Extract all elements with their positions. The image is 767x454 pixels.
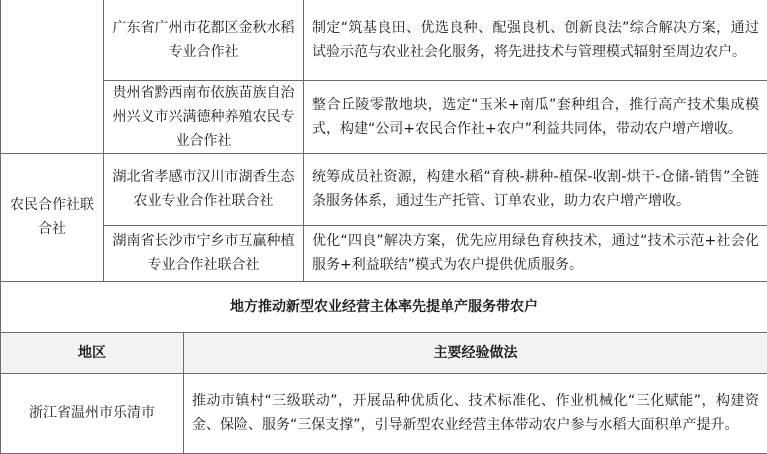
- org-practice: 整合丘陵零散地块，选定“玉米+南瓜”套种组合，推行高产技术集成模式，构建“公司+农民合作社+农户”利益共同体，带动农户增产增收。: [304, 80, 767, 153]
- org-name: 湖北省孝感市汉川市湖香生态农业专业合作社联合社: [104, 153, 304, 225]
- section-title: 地方推动新型农业经营主体率先提单产服务带农户: [1, 281, 767, 332]
- org-practice: 统筹成员社资源，构建水稻“育秧-耕种-植保-收割-烘干-仓储-销售”全链条服务体系，通过生产托管、订单农业，助力农户增产增收。: [304, 153, 767, 225]
- org-name: 贵州省黔西南布依族苗族自治州兴义市兴满德种养殖农民专业合作社: [104, 80, 304, 153]
- table-row: [1, 0, 767, 80]
- org-practice: 制定“筑基良田、优选良种、配强良机、创新良法”综合解决方案，通过试验示范与农业社会化服务，将先进技术与管理模式辐射至周边农户。: [304, 0, 767, 80]
- org-name: 广东省广州市花都区金秋水稻专业合作社: [104, 0, 304, 80]
- table-row: [1, 225, 767, 281]
- org-name: 湖南省长沙市宁乡市互赢种植专业合作社联合社: [104, 225, 304, 281]
- region-practice: 推动市镇村“三级联动”，开展品种优质化、技术标准化、作业机械化“三化赋能”，构建资金、保险、服务“三保支撑”，引导新型农业经营主体带动农户参与水稻大面积单产提升。: [184, 373, 767, 453]
- category-cell-top: [1, 0, 104, 153]
- org-practice: 优化“四良”解决方案，优先应用绿色育秧技术，通过“技术示范+社会化服务+利益联结”模式为农户提供优质服务。: [304, 225, 767, 281]
- header-region: 地区: [1, 332, 184, 373]
- header-row: [1, 332, 767, 373]
- header-practice: 主要经验做法: [184, 332, 767, 373]
- region-name: 浙江省温州市乐清市: [1, 373, 184, 453]
- section-title-row: [1, 281, 767, 332]
- table-row: [1, 153, 767, 225]
- category-cell: 农民合作社联合社: [1, 153, 104, 281]
- table-row: [1, 373, 767, 453]
- table-row: [1, 80, 767, 153]
